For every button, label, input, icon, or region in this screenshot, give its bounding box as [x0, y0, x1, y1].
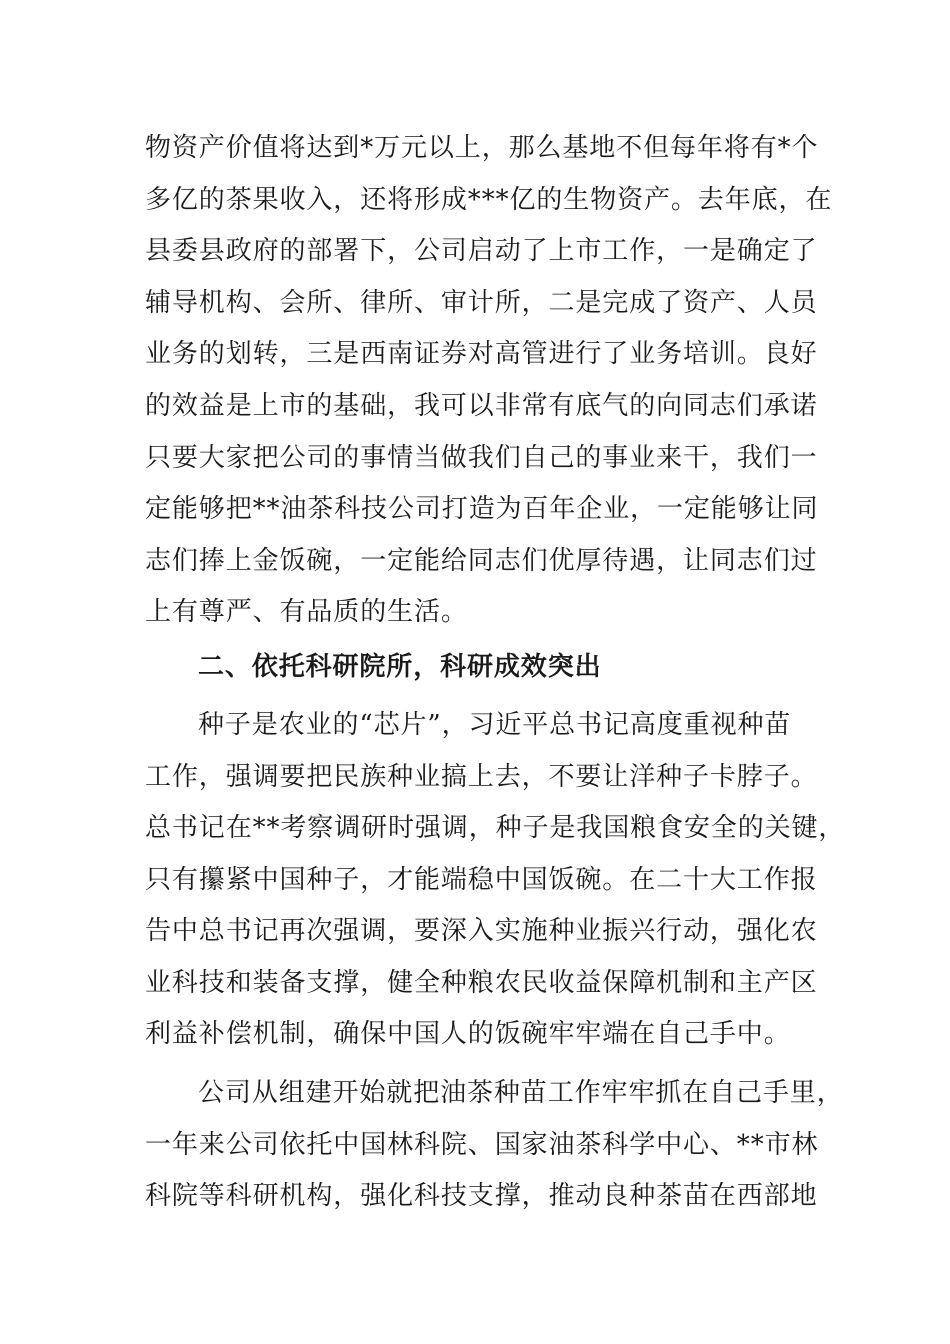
paragraph-2-line: 只有攥紧中国种子，才能端稳中国饭碗。在二十大工作报	[145, 865, 818, 895]
paragraph-3-line: 一年来公司依托中国林科院、国家油茶科学中心、**市林	[145, 1130, 819, 1160]
paragraph-2-line: 工作，强调要把民族种业搞上去，不要让洋种子卡脖子。	[145, 762, 818, 792]
paragraph-3-line: 科院等科研机构，强化科技支撑，推动良种茶苗在西部地	[145, 1181, 818, 1211]
paragraph-2-line: 告中总书记再次强调，要深入实施种业振兴行动，强化农	[145, 916, 818, 946]
paragraph-1-line: 志们捧上金饭碗，一定能给同志们优厚待遇，让同志们过	[145, 546, 818, 576]
paragraph-1-line: 业务的划转，三是西南证券对高管进行了业务培训。良好	[145, 339, 818, 369]
paragraph-1-line: 县委县政府的部署下，公司启动了上市工作，一是确定了	[145, 236, 818, 266]
paragraph-2-line: 种子是农业的“芯片”，习近平总书记高度重视种苗	[198, 710, 792, 740]
paragraph-1-line: 物资产价值将达到*万元以上，那么基地不但每年将有*个	[145, 133, 819, 163]
paragraph-2-line: 业科技和装备支撑，健全种粮农民收益保障机制和主产区	[145, 968, 818, 998]
paragraph-1-line: 多亿的茶果收入，还将形成***亿的生物资产。去年底，在	[145, 185, 833, 215]
paragraph-2-line: 利益补偿机制，确保中国人的饭碗牢牢端在自己手中。	[145, 1019, 791, 1049]
paragraph-1-line: 上有尊严、有品质的生活。	[145, 597, 468, 627]
section-heading: 二、依托科研院所，科研成效突出	[198, 652, 602, 682]
paragraph-1-line: 辅导机构、会所、律所、审计所，二是完成了资产、人员	[145, 288, 818, 318]
paragraph-3-line: 公司从组建开始就把油茶种苗工作牢牢抓在自己手里，	[198, 1078, 844, 1108]
paragraph-1-line: 的效益是上市的基础，我可以非常有底气的向同志们承诺	[145, 391, 818, 421]
paragraph-1-line: 只要大家把公司的事情当做我们自己的事业来干，我们一	[145, 443, 818, 473]
paragraph-2-line: 总书记在**考察调研时强调，种子是我国粮食安全的关键，	[145, 813, 846, 843]
paragraph-1-line: 定能够把**油茶科技公司打造为百年企业，一定能够让同	[145, 494, 819, 524]
